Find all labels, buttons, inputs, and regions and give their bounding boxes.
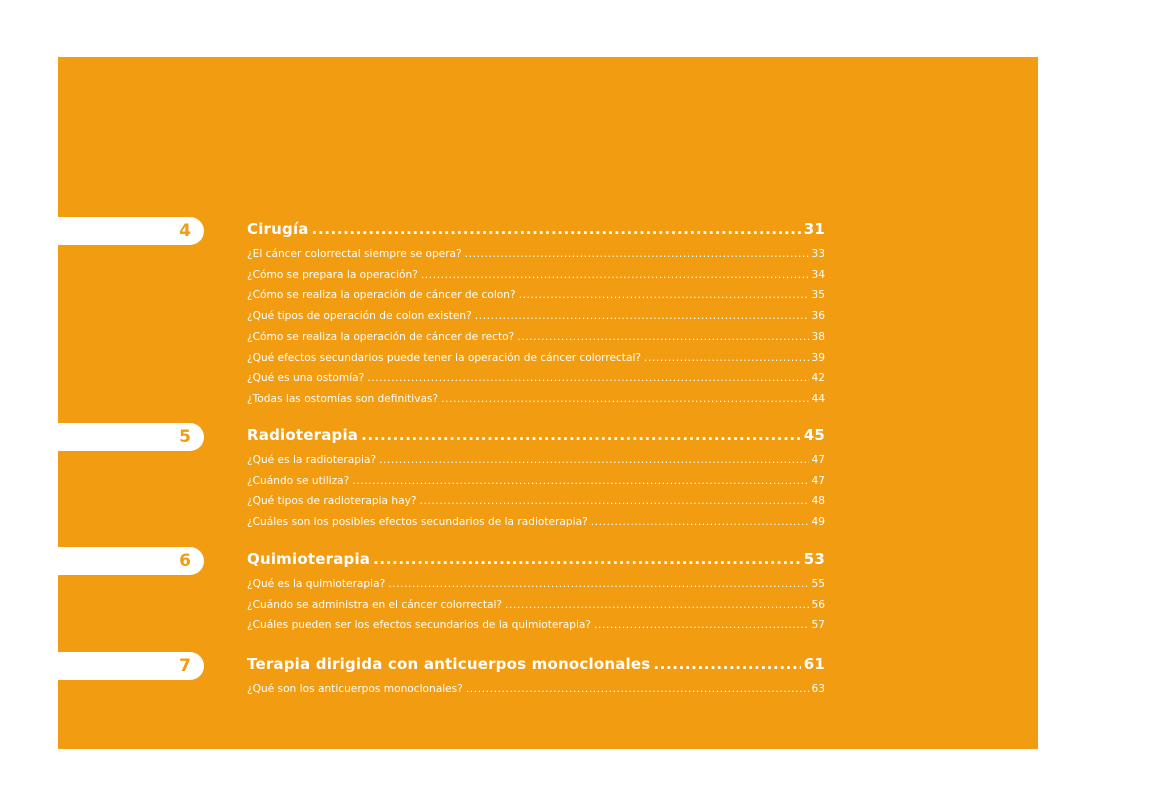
chapter-tab [58,217,204,245]
toc-entry[interactable] [247,578,825,590]
chapter-heading[interactable] [247,550,825,568]
chapter-number: 4 [179,221,191,241]
dot-leader [361,426,801,444]
entry-label: ¿Qué son los anticuerpos monoclonales? [247,683,463,695]
dot-leader [644,352,808,364]
page-number: 31 [803,220,825,238]
entry-page: 44 [811,392,825,405]
entry-label: ¿Qué es la radioterapia? [247,454,377,466]
chapter-heading[interactable] [247,655,825,673]
entry-label: ¿Cómo se prepara la operación? [247,268,418,281]
toc-entry[interactable] [247,310,825,322]
entry-label: ¿Qué es una ostomía? [247,372,365,385]
chapter-title: Terapia dirigida con anticuerpos monoclonales [247,655,651,673]
entry-page: 33 [811,248,825,260]
entry-page: 38 [811,330,825,343]
entry-page: 47 [811,474,825,487]
toc-entry[interactable] [247,475,825,487]
entry-page: 63 [811,683,825,695]
entry-page: 49 [811,516,825,529]
entry-label: ¿Cuándo se utiliza? [247,474,350,487]
chapter-title: Quimioterapia [247,550,371,568]
chapter-heading[interactable] [247,220,825,238]
toc-entry[interactable] [247,289,825,301]
dot-leader [352,475,808,487]
toc-entry[interactable] [247,454,825,466]
chapter-tab [58,423,204,451]
dot-leader [388,578,808,590]
toc-panel [58,57,1038,749]
dot-leader [420,495,809,507]
entry-label: ¿Qué tipos de operación de colon existen? [247,310,472,323]
dot-leader [517,331,808,343]
dot-leader [591,516,809,528]
dot-leader [653,655,800,673]
chapter-number: 7 [179,656,191,676]
entry-label: ¿Cuáles son los posibles efectos secundarios de la radioterapia? [247,516,588,529]
dot-leader [367,372,808,384]
entry-label: ¿Qué tipos de radioterapia hay? [247,495,417,508]
dot-leader [466,683,809,695]
toc-entry[interactable] [247,683,825,695]
entry-label: ¿Qué efectos secundarios puede tener la operación de cáncer colorrectal? [247,351,642,364]
dot-leader [475,310,809,322]
dot-leader [465,248,809,260]
toc-entry[interactable] [247,495,825,507]
chapter-number: 6 [179,551,191,571]
chapter-number: 5 [179,427,191,447]
entry-label: ¿Cuándo se administra en el cáncer colorrectal? [247,598,503,611]
page-number: 61 [803,655,825,673]
chapter-heading[interactable] [247,426,825,444]
toc-entry[interactable] [247,599,825,611]
dot-leader [421,269,809,281]
toc-entry[interactable] [247,393,825,405]
entry-page: 42 [811,372,825,385]
entry-page: 39 [811,351,825,364]
toc-entry[interactable] [247,619,825,631]
entry-page: 56 [811,598,825,611]
dot-leader [312,220,801,238]
entry-page: 55 [811,578,825,590]
toc-entry[interactable] [247,269,825,281]
entry-label: ¿El cáncer colorrectal siempre se opera? [247,248,462,260]
chapter-tab [58,652,204,680]
toc-entry[interactable] [247,352,825,364]
dot-leader [373,550,801,568]
dot-leader [505,599,808,611]
entry-page: 47 [811,454,825,466]
chapter-title: Cirugía [247,220,309,238]
entry-label: ¿Cómo se realiza la operación de cáncer de recto? [247,330,515,343]
entry-page: 57 [811,619,825,632]
entry-label: ¿Cuáles pueden ser los efectos secundarios de la quimioterapia? [247,619,592,632]
entry-label: ¿Todas las ostomías son definitivas? [247,392,439,405]
page-number: 53 [803,550,825,568]
toc-entry[interactable] [247,516,825,528]
entry-label: ¿Cómo se realiza la operación de cáncer de colon? [247,289,516,302]
entry-label: ¿Qué es la quimioterapia? [247,578,386,590]
toc-entry[interactable] [247,331,825,343]
dot-leader [379,454,808,466]
entry-page: 35 [811,289,825,302]
chapter-tab [58,547,204,575]
chapter-title: Radioterapia [247,426,359,444]
toc-entry[interactable] [247,372,825,384]
dot-leader [441,393,808,405]
dot-leader [519,289,809,301]
entry-page: 34 [811,268,825,281]
entry-page: 48 [811,495,825,508]
dot-leader [594,619,808,631]
entry-page: 36 [811,310,825,323]
toc-entry[interactable] [247,248,825,260]
page-number: 45 [803,426,825,444]
